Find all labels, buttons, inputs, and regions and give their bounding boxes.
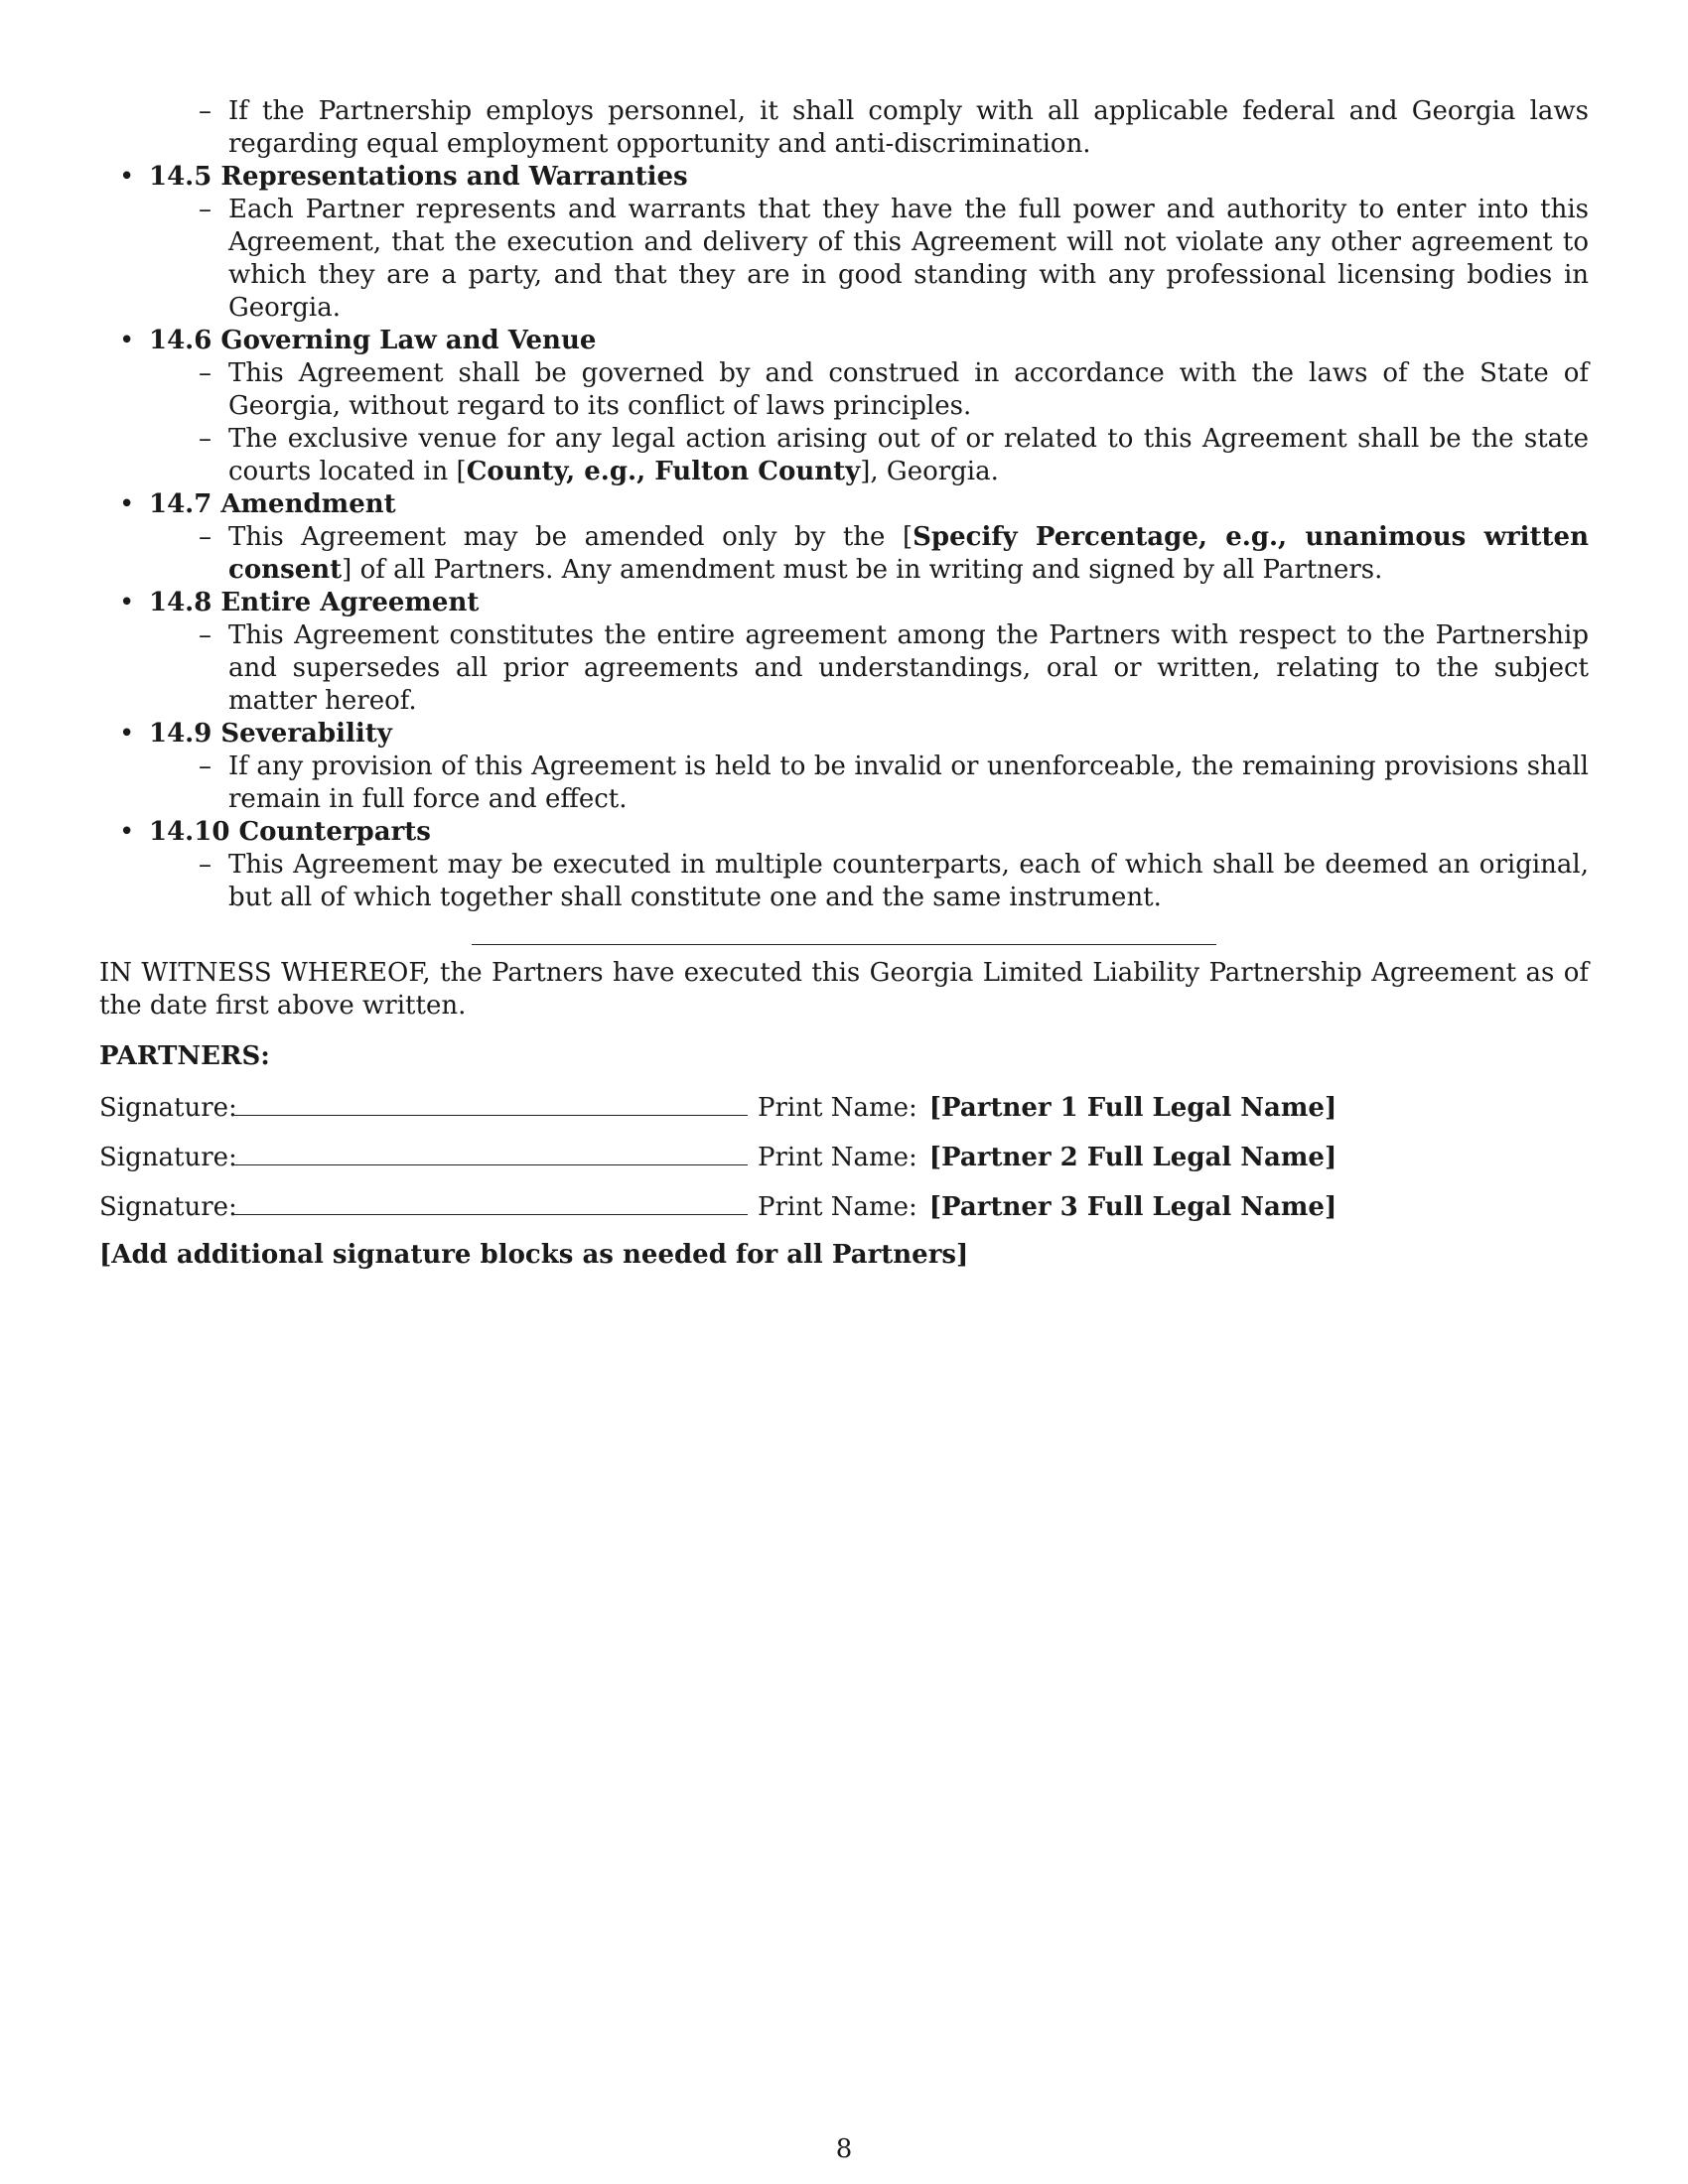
partner-name: [Partner 3 Full Legal Name] [928, 1192, 1337, 1222]
print-name-label: Print Name: [758, 1143, 917, 1172]
signature-row-1 [99, 1090, 1589, 1123]
section-heading: • 14.5 Representations and Warranties [149, 162, 688, 192]
section-heading: • 14.7 Amendment [149, 489, 396, 519]
item-text: ] of all Partners. Any amendment must be in writing and signed by all Partners. [342, 555, 1383, 585]
section-heading: • 14.9 Severability [149, 719, 392, 749]
section-items [149, 751, 1589, 816]
signature-label: Signature: [99, 1093, 237, 1123]
document-page [99, 95, 1589, 1272]
print-name-label: Print Name: [758, 1093, 917, 1123]
placeholder-county: County, e.g., Fulton County [466, 457, 861, 486]
section-heading: • 14.6 Governing Law and Venue [149, 326, 597, 355]
page-number: 8 [835, 2134, 853, 2164]
section-item: – This Agreement constitutes the entire agreement among the Partners with respect to the Partnership and supersedes all prior agreements and understandings, oral or written, relating to the subject matter hereof. [228, 619, 1589, 718]
signature-line[interactable] [233, 1090, 748, 1116]
section-item: – If any provision of this Agreement is held to be invalid or unenforceable, the remaining provisions shall remain in full force and effect. [228, 751, 1589, 816]
item-text: The exclusive venue for any legal action arising out of or related to this Agreement shall be the state courts located in [ [228, 424, 1589, 486]
continuation-list [149, 95, 1589, 161]
section-items [149, 357, 1589, 488]
section-14-8 [149, 587, 1589, 718]
section-14-7 [149, 488, 1589, 587]
section-14-5 [149, 161, 1589, 325]
horizontal-divider [472, 944, 1216, 945]
section-14-9 [149, 718, 1589, 816]
partners-label: PARTNERS: [99, 1041, 270, 1071]
section-items [149, 849, 1589, 914]
item-text: ], Georgia. [860, 457, 999, 486]
signature-line[interactable] [233, 1189, 748, 1215]
sections-list [99, 161, 1589, 914]
witness-clause: IN WITNESS WHEREOF, the Partners have executed this Georgia Limited Liability Partnership Agreement as of the date first above written. [99, 958, 1589, 1021]
signature-line[interactable] [233, 1140, 748, 1165]
section-items [149, 619, 1589, 718]
section-heading: • 14.8 Entire Agreement [149, 588, 480, 617]
signature-row-2 [99, 1140, 1589, 1172]
partner-name: [Partner 1 Full Legal Name] [928, 1093, 1337, 1123]
section-item: – This Agreement may be executed in multiple counterparts, each of which shall be deemed an original, but all of which together shall constitute one and the same instrument. [228, 849, 1589, 914]
section-item [228, 521, 1589, 587]
signature-label: Signature: [99, 1143, 237, 1172]
section-items [149, 521, 1589, 587]
print-name-label: Print Name: [758, 1192, 917, 1222]
section-14-10 [149, 816, 1589, 914]
signature-row-3 [99, 1189, 1589, 1222]
section-14-6 [149, 325, 1589, 488]
section-item: – Each Partner represents and warrants that they have the full power and authority to enter into this Agreement, that the execution and delivery of this Agreement will not violate any other agreement to which they are a party, and that they are in good standing with any professional licensing bodies in Georgia. [228, 194, 1589, 325]
partner-name: [Partner 2 Full Legal Name] [928, 1143, 1337, 1172]
continuation-item: – If the Partnership employs personnel, it shall comply with all applicable federal and Georgia laws regarding equal employment opportunity and anti-discrimination. [228, 95, 1589, 161]
section-item: – This Agreement shall be governed by and construed in accordance with the laws of the State of Georgia, without regard to its conflict of laws principles. [228, 357, 1589, 423]
item-text: This Agreement may be amended only by the [ [228, 522, 914, 552]
signature-label: Signature: [99, 1192, 237, 1222]
additional-signature-note: [Add additional signature blocks as needed for all Partners] [99, 1240, 969, 1270]
section-item [228, 423, 1589, 488]
section-heading: • 14.10 Counterparts [149, 817, 431, 847]
section-items [149, 194, 1589, 325]
placeholder-percentage: Specify Percentage, e.g., unanimous written consent [228, 522, 1589, 585]
